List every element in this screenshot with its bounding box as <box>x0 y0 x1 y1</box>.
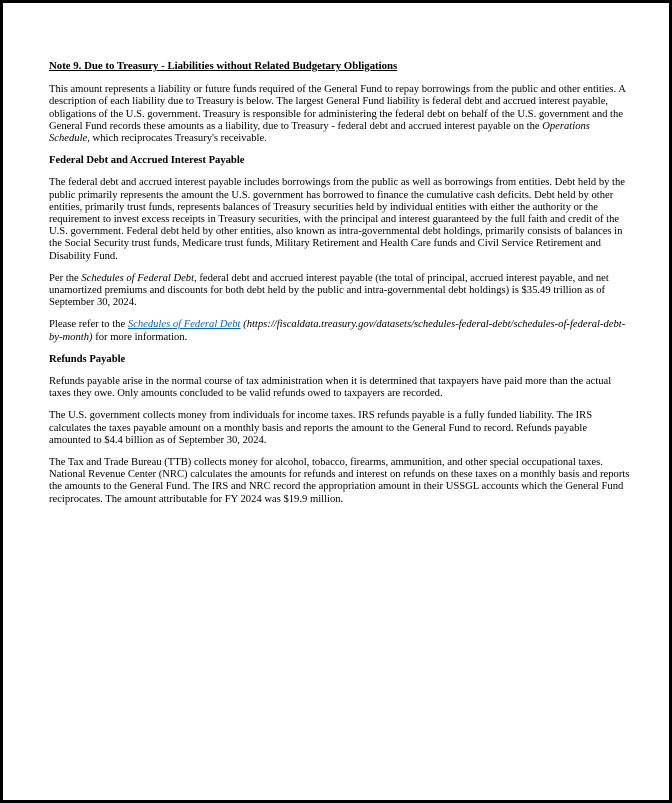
schedules-of-federal-debt-italic: Schedules of Federal Debt <box>81 272 195 284</box>
document-content <box>49 60 631 516</box>
section-heading-federal-debt: Federal Debt and Accrued Interest Payable <box>49 155 245 167</box>
operations-schedule-italic: Operations Schedule <box>49 120 590 145</box>
refunds-paragraph-1: Refunds payable arise in the normal course of tax administration when it is determined that taxpayers have paid more than the actual taxes they owe. Only amounts concluded to be valid refunds owed to taxpayers are recorded. <box>49 376 612 400</box>
federal-debt-p2-pre: Per the <box>49 272 82 284</box>
section-heading-refunds-payable: Refunds Payable <box>49 353 126 365</box>
note-title: Note 9. Due to Treasury - Liabilities without Related Budgetary Obligations <box>49 60 398 72</box>
intro-text-post: , which reciprocates Treasury's receivable. <box>87 133 267 145</box>
federal-debt-p3-post: for more information. <box>92 331 188 343</box>
federal-debt-paragraph-1: The federal debt and accrued interest payable includes borrowings from the public as well as borrowings from entities. Debt held by the public primarily represents the amount the U.S. government has borrowed to finance the cumulative cash deficits. Debt held by other entities, primarily trust funds, represents balances of Treasury securities held by individual entities with either the authority or the requirement to invest excess receipts in Treasury securities, with the principal and interest guaranteed by the full faith and credit of the U.S. government. Federal debt held by other entities, also known as intra-governmental debt holdings, primarily consists of balances in the Social Security trust funds, Medicare trust funds, Military Retirement and Health Care funds and Civil Service Retirement and Disability Fund. <box>49 177 625 262</box>
federal-debt-paragraph-3 <box>49 319 631 343</box>
intro-paragraph <box>49 84 631 145</box>
intro-text-pre: This amount represents a liability or future funds required of the General Fund to repay borrowings from the public and other entities. A description of each liability due to Treasury is below. The largest General Fund liability is federal debt and accrued interest payable, obligations of the U.S. government. Treasury is responsible for administering the federal debt on behalf of the U.S. government and the General Fund records these amounts as a liability, due to Treasury - federal debt and accrued interest payable on the <box>49 84 626 132</box>
federal-debt-p3-pre: Please refer to the <box>49 319 128 331</box>
federal-debt-paragraph-2 <box>49 273 631 310</box>
federal-debt-p2-post: , federal debt and accrued interest payable (the total of principal, accrued interest payable, and net unamortized premiums and discounts for both debt held by the public and intra-governmental debt holdings) is $35.49 trillion as of September 30, 2024. <box>49 272 609 309</box>
federal-debt-url-text: (https://fiscaldata.treasury.gov/datasets/schedules-federal-debt/schedules-of-federal-debt-by-month) <box>49 319 626 343</box>
schedules-of-federal-debt-link[interactable]: Schedules of Federal Debt <box>127 319 241 331</box>
refunds-paragraph-2: The U.S. government collects money from individuals for income taxes. IRS refunds payable is a fully funded liability. The IRS calculates the taxes payable amount on a monthly basis and reports the amount to the General Fund to record. Refunds payable amounted to $4.4 billion as of September 30, 2024. <box>49 410 593 446</box>
refunds-paragraph-3: The Tax and Trade Bureau (TTB) collects money for alcohol, tobacco, firearms, ammunition, and other special occupational taxes. National Revenue Center (NRC) calculates the amounts for refunds and interest on refunds on these taxes on a monthly basis and reports the amounts to the General Fund. The IRS and NRC record the appropriation amount in their USSGL accounts which the General Fund reciprocates. The amount attributable for FY 2024 was $19.9 million. <box>49 457 630 505</box>
